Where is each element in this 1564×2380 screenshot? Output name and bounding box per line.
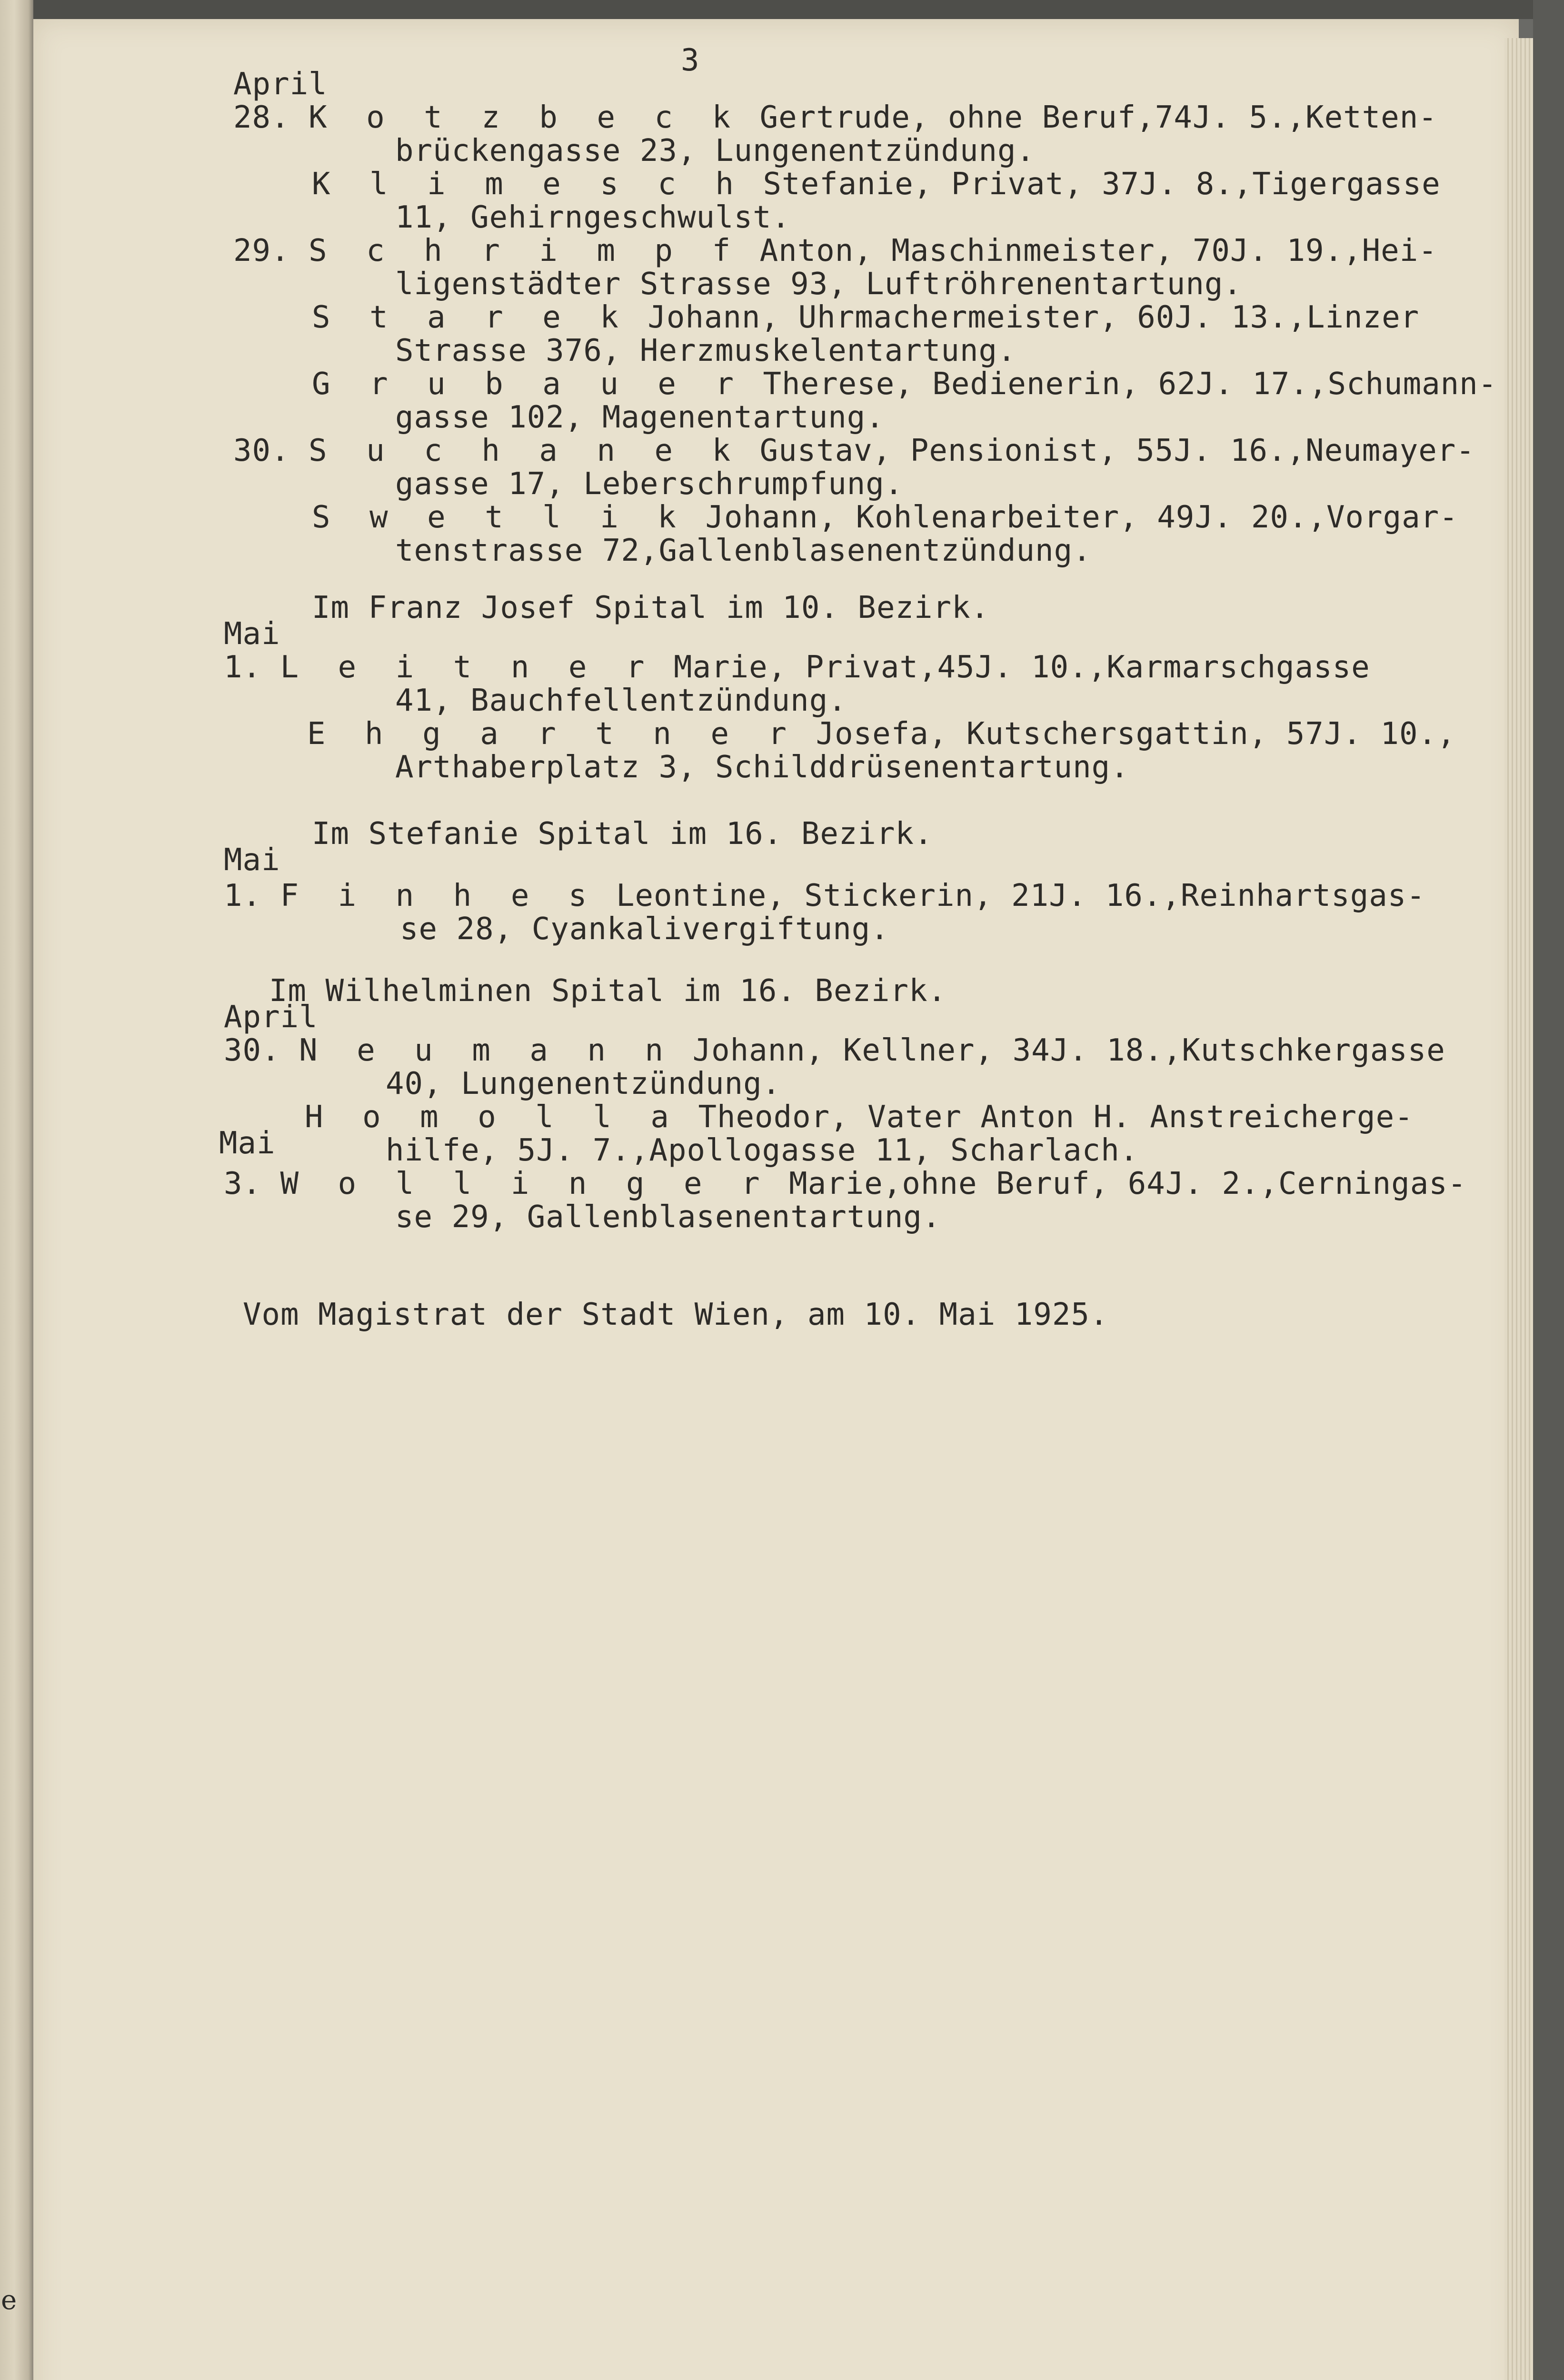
month-label: April [233, 67, 328, 102]
surname: S t a r e k [312, 300, 629, 335]
surname: F i n h e s [280, 878, 598, 913]
entry-details: Stefanie, Privat, 37J. 8.,Tigergasse [744, 167, 1441, 202]
entry-details: Theodor, Vater Anton H. Anstreicherge- [679, 1100, 1414, 1135]
entry-line [312, 167, 1441, 202]
entry-continuation: 40, Lungenentzündung. [386, 1066, 781, 1101]
surname: S u c h a n e k [309, 433, 741, 468]
entry-continuation: se 29, Gallenblasenentartung. [395, 1200, 941, 1235]
entry-line [224, 1166, 1467, 1201]
entry-details: Marie, Privat,45J. 10.,Karmarschgasse [655, 650, 1370, 685]
entry-continuation: tenstrasse 72,Gallenblasenentzündung. [395, 533, 1092, 568]
entry-continuation: Strasse 376, Herzmuskelentartung. [395, 333, 1016, 368]
surname: K o t z b e c k [309, 100, 741, 135]
entry-details: Leontine, Stickerin, 21J. 16.,Reinhartsgas- [597, 878, 1425, 913]
entry-line [312, 302, 1419, 333]
surname: G r u b a u e r [312, 367, 744, 402]
entry-line [307, 716, 1456, 752]
day-number: 1. [224, 650, 262, 685]
section-heading: Im Wilhelminen Spital im 16. Bezirk. [269, 973, 947, 1009]
month-label: April [224, 1000, 318, 1035]
entry-continuation: 11, Gehirngeschwulst. [395, 200, 791, 235]
entry-continuation: gasse 17, Leberschrumpfung. [395, 466, 904, 502]
page-number: 3 [681, 43, 700, 78]
entry-details: Gertrude, ohne Beruf,74J. 5.,Ketten- [741, 100, 1437, 135]
surname: W o l l i n g e r [280, 1166, 770, 1201]
entry-continuation: brückengasse 23, Lungenentzündung. [395, 133, 1036, 169]
entry-continuation: hilfe, 5J. 7.,Apollogasse 11, Scharlach. [386, 1133, 1139, 1168]
surname: S c h r i m p f [309, 233, 741, 268]
day-number: 29. [233, 233, 290, 268]
entry-line [312, 367, 1497, 402]
day-number: 30. [224, 1033, 280, 1068]
entry-details: Gustav, Pensionist, 55J. 16.,Neumayer- [741, 433, 1475, 468]
page-edges [1504, 38, 1533, 2380]
entry-line [224, 878, 1425, 913]
entry-line [224, 652, 1370, 683]
day-number: 3. [224, 1166, 262, 1201]
scan-right-border [1533, 0, 1564, 2380]
entry-line [312, 502, 1458, 533]
entry-line [305, 1100, 1414, 1135]
entry-details: Johann, Kohlenarbeiter, 49J. 20.,Vorgar- [686, 500, 1458, 535]
surname: L e i t n e r [280, 650, 655, 685]
spine-mark: e [1, 2285, 17, 2316]
entry-continuation: se 28, Cyankalivergiftung. [400, 912, 889, 947]
entry-details: Johann, Uhrmachermeister, 60J. 13.,Linzer [628, 300, 1420, 335]
entry-continuation: Arthaberplatz 3, Schilddrüsenentartung. [395, 750, 1129, 785]
entry-details: Anton, Maschinmeister, 70J. 19.,Hei- [741, 233, 1437, 268]
section-heading: Im Franz Josef Spital im 10. Bezirk. [312, 590, 990, 625]
entry-line [233, 233, 1437, 268]
day-number: 28. [233, 100, 290, 135]
surname: N e u m a n n [299, 1033, 674, 1068]
day-number: 1. [224, 878, 262, 913]
surname: H o m o l l a [305, 1100, 679, 1135]
month-label: Mai [219, 1126, 276, 1161]
entry-line [224, 1035, 1445, 1066]
day-number: 30. [233, 433, 290, 468]
entry-continuation: 41, Bauchfellentzündung. [395, 683, 847, 718]
scan-top-border [0, 0, 1564, 19]
entry-line [233, 433, 1475, 468]
entry-details: Marie,ohne Beruf, 64J. 2.,Cerningas- [770, 1166, 1467, 1201]
entry-details: Therese, Bedienerin, 62J. 17.,Schumann- [744, 367, 1497, 402]
closing-signature-line: Vom Magistrat der Stadt Wien, am 10. Mai 1925. [243, 1297, 1109, 1332]
month-label: Mai [224, 616, 280, 652]
section-heading: Im Stefanie Spital im 16. Bezirk. [312, 816, 933, 852]
entry-details: Josefa, Kutschersgattin, 57J. 10., [797, 716, 1456, 752]
surname: S w e t l i k [312, 500, 687, 535]
entry-continuation: ligenstädter Strasse 93, Luftröhrenentartung. [395, 267, 1242, 302]
surname: K l i m e s c h [312, 167, 744, 202]
surname: E h g a r t n e r [307, 716, 797, 752]
entry-continuation: gasse 102, Magenentartung. [395, 400, 885, 435]
month-label: Mai [224, 843, 280, 878]
entry-line [233, 102, 1437, 133]
book-spine [0, 0, 33, 2380]
entry-details: Johann, Kellner, 34J. 18.,Kutschkergasse [674, 1033, 1445, 1068]
